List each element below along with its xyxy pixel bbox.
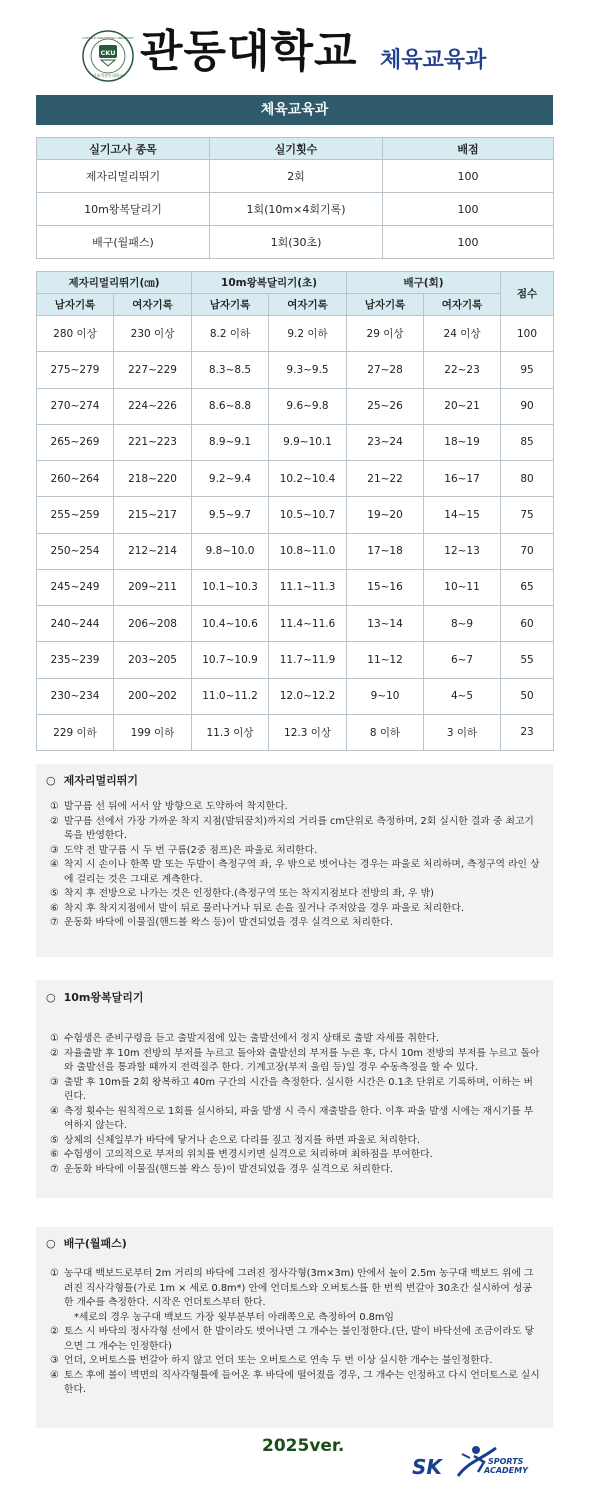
- record-cell: 10.4~10.6: [192, 606, 269, 642]
- record-cell: 199 이하: [114, 714, 192, 750]
- rule-text: 수험생은 준비구령을 듣고 출발지점에 있는 출발선에서 정지 상태로 출발 자세를 취한다.: [64, 1033, 439, 1044]
- sub-header: 여자기록: [114, 294, 192, 316]
- score-table: [36, 271, 554, 751]
- table-row: [37, 226, 554, 259]
- record-cell: 203~205: [114, 642, 192, 678]
- record-cell: 9.6~9.8: [269, 388, 347, 424]
- score-cell: 60: [501, 606, 554, 642]
- group-header-shuttle-run: 10m왕복달리기(초): [192, 272, 347, 294]
- record-cell: 10.8~11.0: [269, 533, 347, 569]
- record-cell: 11.3 이상: [192, 714, 269, 750]
- score-cell: 23: [501, 714, 554, 750]
- rule-text: 착지 후 전방으로 나가는 것은 인정한다.(측정구역 또는 착지지점보다 전방의 좌, 우 밖): [64, 888, 434, 899]
- seal-mid-text: CKU: [100, 49, 116, 57]
- table-cell: 10m왕복달리기: [37, 193, 210, 226]
- rule-number: ⑦: [50, 1163, 59, 1175]
- table-row: [37, 424, 554, 460]
- score-cell: 90: [501, 388, 554, 424]
- table-row: [37, 642, 554, 678]
- university-name: 관동대학교: [140, 26, 358, 77]
- record-cell: 22~23: [424, 352, 501, 388]
- record-cell: 240~244: [37, 606, 114, 642]
- rules-title: [46, 1237, 127, 1252]
- record-cell: 270~274: [37, 388, 114, 424]
- record-cell: 9.8~10.0: [192, 533, 269, 569]
- score-cell: 65: [501, 569, 554, 605]
- rule-text: 언더, 오버토스를 번갈아 하지 않고 언더 또는 오버토스로 연속 두 번 이상 실시한 개수는 불인정한다.: [64, 1355, 493, 1366]
- score-cell: 50: [501, 678, 554, 714]
- record-cell: 3 이하: [424, 714, 501, 750]
- record-cell: 218~220: [114, 461, 192, 497]
- rule-number: ①: [50, 1033, 59, 1044]
- rule-number: [50, 1311, 64, 1326]
- rule-item: [50, 1105, 541, 1134]
- rules-title-text: 제자리멀리뛰기: [63, 774, 138, 787]
- table-cell: 100: [383, 160, 554, 193]
- table-row: [37, 388, 554, 424]
- record-cell: 10.7~10.9: [192, 642, 269, 678]
- group-header-volleyball: 배구(회): [347, 272, 501, 294]
- rule-number: ⑤: [50, 1134, 59, 1146]
- score-cell: 85: [501, 424, 554, 460]
- record-cell: 4~5: [424, 678, 501, 714]
- column-header: 배점: [383, 138, 554, 160]
- score-cell: 95: [501, 352, 554, 388]
- rule-item: [50, 1032, 541, 1047]
- rule-number: ⑥: [50, 902, 59, 914]
- record-cell: 11.4~11.6: [269, 606, 347, 642]
- bullet-icon: ○: [46, 774, 56, 787]
- rule-number: ②: [50, 1047, 59, 1059]
- record-cell: 9.2~9.4: [192, 461, 269, 497]
- rules-box-volleyball: [36, 1227, 553, 1428]
- record-cell: 8 이하: [347, 714, 424, 750]
- table-cell: 2회: [210, 160, 383, 193]
- rule-item: [50, 1163, 541, 1178]
- rule-item: [50, 1148, 541, 1163]
- rule-text: 발구름 선에서 가장 가까운 착지 지점(발뒤꿈치)까지의 거리를 cm단위로 측정하며, 2회 실시한 결과 중 최고기록을 반영한다.: [64, 815, 534, 841]
- record-cell: 11~12: [347, 642, 424, 678]
- logo-line2: ACADEMY: [484, 1466, 528, 1475]
- record-cell: 245~249: [37, 569, 114, 605]
- table-cell: 100: [383, 226, 554, 259]
- logo-line1: SPORTS: [488, 1457, 524, 1466]
- rule-item: [50, 800, 541, 815]
- seal-top-text: CATHOLIC KWANDONG UNIVERSITY: [82, 36, 134, 40]
- record-cell: 280 이상: [37, 316, 114, 352]
- record-cell: 9.5~9.7: [192, 497, 269, 533]
- rule-item: [50, 902, 541, 917]
- record-cell: 10.5~10.7: [269, 497, 347, 533]
- page-header: [0, 0, 589, 90]
- rule-number: ⑦: [50, 917, 59, 928]
- record-cell: 212~214: [114, 533, 192, 569]
- rules-list: [50, 1267, 541, 1398]
- record-cell: 18~19: [424, 424, 501, 460]
- rule-item: [50, 1076, 541, 1105]
- logo-mark: SK: [412, 1455, 442, 1479]
- sub-header: 남자기록: [192, 294, 269, 316]
- bullet-icon: ○: [46, 991, 56, 1004]
- rule-number: ③: [50, 844, 59, 856]
- record-cell: 9.3~9.5: [269, 352, 347, 388]
- rule-item: [50, 1134, 541, 1149]
- record-cell: 255~259: [37, 497, 114, 533]
- rule-number: ⑥: [50, 1149, 59, 1160]
- university-seal-icon: [82, 30, 134, 82]
- record-cell: 13~14: [347, 606, 424, 642]
- rule-item: [50, 1267, 541, 1311]
- rules-title-text: 10m왕복달리기: [63, 991, 144, 1004]
- sk-sports-academy-logo-icon: [410, 1432, 530, 1484]
- record-cell: 9.2 이하: [269, 316, 347, 352]
- column-header: 실기고사 종목: [37, 138, 210, 160]
- rule-text: 도약 전 발구름 시 두 번 구름(2중 점프)은 파울로 처리한다.: [64, 844, 318, 856]
- rule-text: 운동화 바닥에 이물질(핸드볼 왁스 등)이 발견되었을 경우 실격으로 처리한다.: [64, 917, 394, 928]
- record-cell: 21~22: [347, 461, 424, 497]
- seal-bottom-text: 가톨릭관동대학교: [92, 73, 124, 78]
- record-cell: 229 이하: [37, 714, 114, 750]
- table-row: [37, 316, 554, 352]
- record-cell: 8~9: [424, 606, 501, 642]
- table-row: [37, 533, 554, 569]
- table-row: [37, 160, 554, 193]
- record-cell: 10~11: [424, 569, 501, 605]
- section-banner: 체육교육과: [36, 95, 553, 125]
- record-cell: 9~10: [347, 678, 424, 714]
- rule-text: 착지 후 착지지점에서 발이 뒤로 물러나거나 뒤로 손을 짚거나 주저앉을 경우 파울로 처리한다.: [64, 902, 465, 914]
- record-cell: 11.7~11.9: [269, 642, 347, 678]
- table-row: [37, 193, 554, 226]
- record-cell: 29 이상: [347, 316, 424, 352]
- table-cell: 제자리멀리뛰기: [37, 160, 210, 193]
- rules-title: [46, 991, 144, 1006]
- rule-text: 운동화 바닥에 이물질(핸드볼 왁스 등)이 발견되었을 경우 실격으로 처리한다.: [64, 1163, 394, 1175]
- sub-header: 남자기록: [347, 294, 424, 316]
- record-cell: 200~202: [114, 678, 192, 714]
- record-cell: 16~17: [424, 461, 501, 497]
- record-cell: 10.2~10.4: [269, 461, 347, 497]
- rule-item: [50, 916, 541, 931]
- record-cell: 25~26: [347, 388, 424, 424]
- record-cell: 14~15: [424, 497, 501, 533]
- department-name: 체육교육과: [380, 48, 487, 73]
- record-cell: 206~208: [114, 606, 192, 642]
- rules-title: [46, 774, 138, 789]
- rule-number: ⑤: [50, 888, 59, 899]
- table-cell: 1회(10m×4회기록): [210, 193, 383, 226]
- rule-number: ④: [50, 1105, 59, 1117]
- rule-text: 자율출발 후 10m 전방의 부저를 누르고 돌아와 출발선의 부저를 누른 후, 다시 10m 전방의 부저를 누르고 돌아와 출발선을 통과할 때까지 전력질주 한다. 기계고장(부저 울림 등)일 경우 수동측정을 할 수 있다.: [64, 1047, 540, 1073]
- score-cell: 70: [501, 533, 554, 569]
- sub-header: 여자기록: [269, 294, 347, 316]
- record-cell: 8.2 이하: [192, 316, 269, 352]
- group-header-score: 점수: [501, 272, 554, 316]
- record-cell: 12~13: [424, 533, 501, 569]
- record-cell: 24 이상: [424, 316, 501, 352]
- rule-number: ④: [50, 859, 59, 870]
- sub-header: 남자기록: [37, 294, 114, 316]
- table-header-row: [37, 138, 554, 160]
- rule-text: 착지 시 손이나 한쪽 발 또는 두발이 측정구역 좌, 우 밖으로 벗어나는 경우는 파울로 처리하며, 측정구역 라인 상에 걸리는 것은 그대로 계측한다.: [64, 859, 540, 885]
- rule-text: 토스 시 바닥의 정사각형 선에서 한 발이라도 벗어나면 그 개수는 불인정한다.(단, 발이 바닥선에 조금이라도 닿으면 그 개수는 인정한다): [64, 1326, 535, 1352]
- record-cell: 209~211: [114, 569, 192, 605]
- table-sub-header-row: [37, 294, 554, 316]
- record-cell: 230 이상: [114, 316, 192, 352]
- rule-item: [50, 887, 541, 902]
- exam-items-table: [36, 137, 554, 259]
- record-cell: 235~239: [37, 642, 114, 678]
- record-cell: 11.1~11.3: [269, 569, 347, 605]
- table-cell: 배구(월패스): [37, 226, 210, 259]
- rule-number: ③: [50, 1355, 59, 1366]
- rule-text: 상체의 신체일부가 바닥에 닿거나 손으로 다리를 짚고 정지를 하면 파울로 처리한다.: [64, 1134, 421, 1146]
- record-cell: 260~264: [37, 461, 114, 497]
- table-row: [37, 461, 554, 497]
- rules-list: [50, 800, 541, 931]
- record-cell: 12.0~12.2: [269, 678, 347, 714]
- rule-item: [50, 858, 541, 887]
- rule-item: [50, 844, 541, 859]
- rule-text: 측정 횟수는 원칙적으로 1회를 실시하되, 파울 발생 시 즉시 재출발을 한다. 이후 파울 발생 시에는 재시기를 부여하지 않는다.: [64, 1105, 534, 1131]
- rule-item: [50, 1047, 541, 1076]
- record-cell: 224~226: [114, 388, 192, 424]
- table-cell: 1회(30초): [210, 226, 383, 259]
- rules-title-text: 배구(월패스): [63, 1237, 127, 1250]
- rule-text: 농구대 백보드로부터 2m 거리의 바닥에 그려진 정사각형(3m×3m) 안에서 높이 2.5m 농구대 백보드 위에 그려진 직사각형틀(가로 1m × 세로 0.8m*) 안에 언더토스와 오버토스를 한 번씩 번갈아 30초간 실시하여 성공한 개수를 측정한다. 시작은 언더토스부터 한다.: [64, 1268, 534, 1308]
- sub-header: 여자기록: [424, 294, 501, 316]
- record-cell: 230~234: [37, 678, 114, 714]
- rule-item: [50, 1369, 541, 1398]
- record-cell: 227~229: [114, 352, 192, 388]
- record-cell: 10.1~10.3: [192, 569, 269, 605]
- record-cell: 20~21: [424, 388, 501, 424]
- record-cell: 19~20: [347, 497, 424, 533]
- record-cell: 9.9~10.1: [269, 424, 347, 460]
- bullet-icon: ○: [46, 1237, 56, 1250]
- record-cell: 23~24: [347, 424, 424, 460]
- rule-number: ④: [50, 1369, 59, 1381]
- table-group-header-row: [37, 272, 554, 294]
- rule-text: 토스 후에 볼이 벽면의 직사각형틀에 들어온 후 바닥에 떨어졌을 경우, 그 개수는 인정하고 다시 언더토스로 실시한다.: [64, 1369, 540, 1395]
- rules-list: [50, 1032, 541, 1177]
- record-cell: 12.3 이상: [269, 714, 347, 750]
- record-cell: 17~18: [347, 533, 424, 569]
- rule-item: [50, 815, 541, 844]
- record-cell: 8.6~8.8: [192, 388, 269, 424]
- record-cell: 27~28: [347, 352, 424, 388]
- table-row: [37, 714, 554, 750]
- rule-number: ③: [50, 1076, 59, 1088]
- rule-text: 수험생이 고의적으로 부저의 위치를 변경시키면 실격으로 처리하며 최하점을 부여한다.: [64, 1149, 433, 1160]
- table-row: [37, 497, 554, 533]
- rule-item: [50, 1325, 541, 1354]
- score-cell: 75: [501, 497, 554, 533]
- table-row: [37, 678, 554, 714]
- version-label: 2025ver.: [262, 1436, 345, 1456]
- rules-box-shuttle-run: [36, 980, 553, 1198]
- rule-text: 출발 후 10m를 2회 왕복하고 40m 구간의 시간을 측정한다. 실시한 시간은 0.1초 단위로 기록하며, 이하는 버린다.: [64, 1076, 533, 1102]
- rule-item: [50, 1311, 541, 1326]
- record-cell: 221~223: [114, 424, 192, 460]
- record-cell: 15~16: [347, 569, 424, 605]
- score-cell: 55: [501, 642, 554, 678]
- rules-box-standing-jump: [36, 764, 553, 957]
- table-row: [37, 569, 554, 605]
- rule-number: ①: [50, 1268, 59, 1279]
- record-cell: 8.9~9.1: [192, 424, 269, 460]
- score-cell: 80: [501, 461, 554, 497]
- record-cell: 275~279: [37, 352, 114, 388]
- rule-number: ①: [50, 801, 59, 812]
- record-cell: 250~254: [37, 533, 114, 569]
- rule-text: *세로의 경우 농구대 백보드 가장 윗부분부터 아래쪽으로 측정하여 0.8m임: [74, 1311, 394, 1323]
- group-header-standing-jump: 제자리멀리뛰기(㎝): [37, 272, 192, 294]
- rule-number: ②: [50, 1326, 59, 1337]
- table-row: [37, 352, 554, 388]
- rule-item: [50, 1354, 541, 1369]
- record-cell: 265~269: [37, 424, 114, 460]
- record-cell: 8.3~8.5: [192, 352, 269, 388]
- record-cell: 6~7: [424, 642, 501, 678]
- rule-number: ②: [50, 815, 59, 827]
- rule-text: 발구름 선 뒤에 서서 앞 방향으로 도약하여 착지한다.: [64, 801, 288, 812]
- record-cell: 215~217: [114, 497, 192, 533]
- table-row: [37, 606, 554, 642]
- record-cell: 11.0~11.2: [192, 678, 269, 714]
- score-cell: 100: [501, 316, 554, 352]
- table-cell: 100: [383, 193, 554, 226]
- column-header: 실기횟수: [210, 138, 383, 160]
